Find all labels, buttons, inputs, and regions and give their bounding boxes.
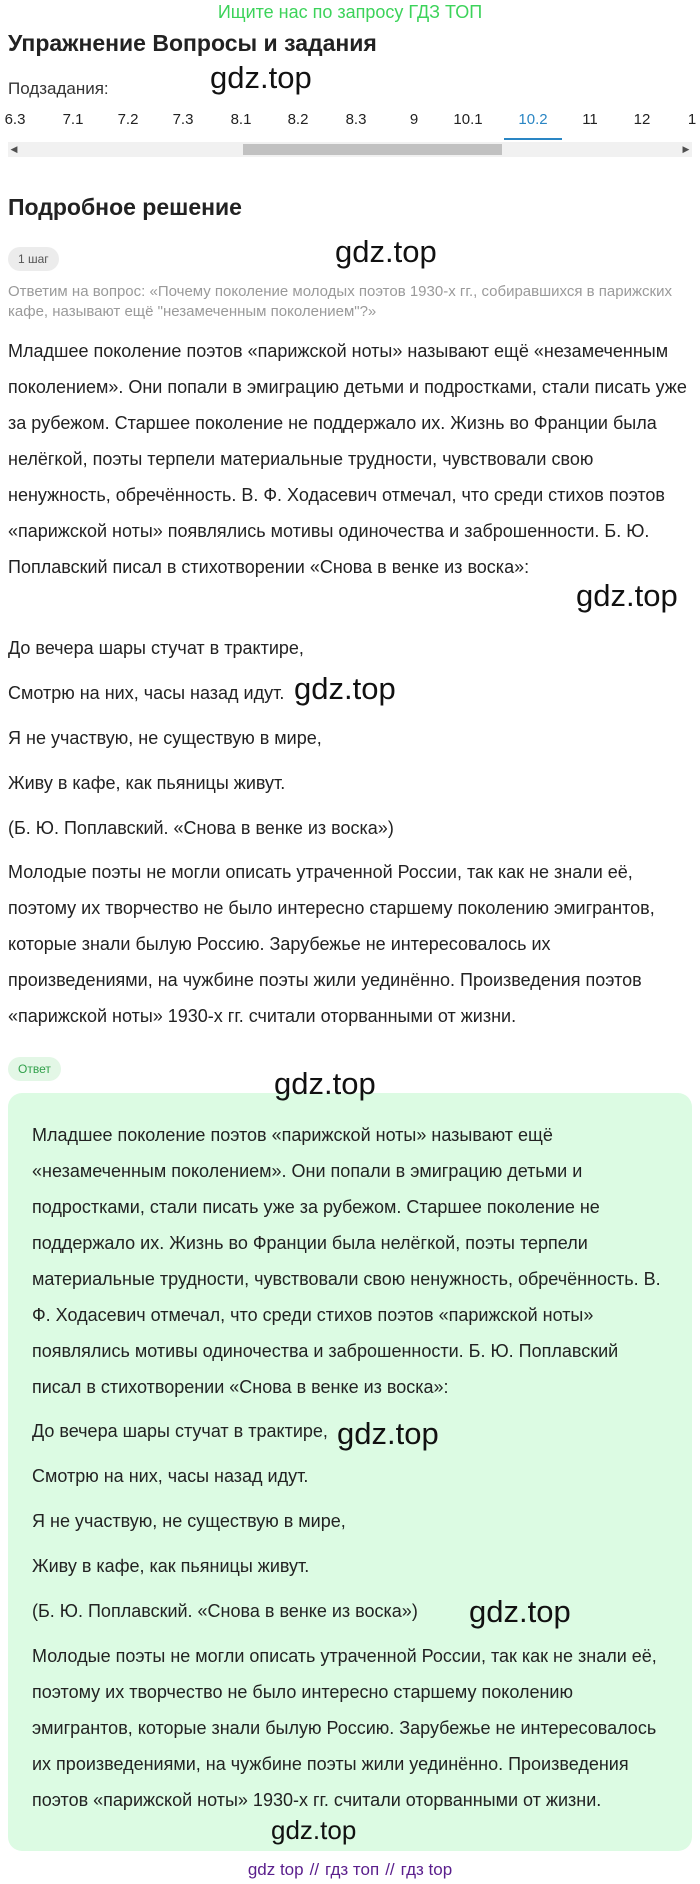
page-title: Упражнение Вопросы и задания: [8, 30, 377, 56]
poem-line: Живу в кафе, как пьяницы живут.: [32, 1556, 310, 1576]
tab-8-1[interactable]: 8.1: [230, 111, 252, 128]
poem-line: Смотрю на них, часы назад идут.: [32, 1466, 309, 1486]
footer-link-gdz-top-mixed[interactable]: гдз top: [400, 1860, 453, 1879]
tab-7-3[interactable]: 7.3: [172, 111, 194, 128]
scroll-thumb[interactable]: [243, 144, 502, 155]
watermark: gdz.top: [576, 578, 678, 613]
poem-line: До вечера шары стучат в трактире,: [32, 1421, 328, 1441]
tab-13[interactable]: 1: [687, 111, 697, 128]
tab-12[interactable]: 12: [633, 111, 651, 128]
answer-paragraph: Младшее поколение поэтов «парижской ноты» называют ещё «незамеченным поколением». Они попали в эмиграцию детьми и подростками, стали писать уже за рубежом. Старшее поколение не поддержало их. Жизнь во Франции была нелёгкой, поэты терпели материальные трудности, чувствовали свою ненужность, обречённость. В. Ф. Ходасевич отмечал, что среди стихов поэтов «парижской ноты» появлялись мотивы одиночества и заброшенности. Б. Ю. Поплавский писал в стихотворении «Снова в венке из воска»:: [32, 1125, 661, 1397]
tab-7-1[interactable]: 7.1: [62, 111, 84, 128]
answer-paragraph: Молодые поэты не могли описать утраченной России, так как не знали её, поэтому их творчество не было интересно старшему поколению эмигрантов, которые знали былую Россию. Зарубежье не интересовалось их произведениями, на чужбине поэты жили уединённо. Произведения поэтов «парижской ноты» 1930-х гг. считали оторванными от жизни.: [32, 1646, 657, 1810]
footer-link-gdz-top[interactable]: gdz top: [247, 1860, 304, 1879]
tabs-scrollbar[interactable]: [8, 142, 692, 157]
step-badge: 1 шаг: [8, 247, 59, 271]
question-text: Ответим на вопрос: «Почему поколение молодых поэтов 1930-х гг., собиравшихся в парижских кафе, называют ещё "незамеченным поколением"?»: [8, 283, 672, 320]
solution-paragraph: Младшее поколение поэтов «парижской ноты» называют ещё «незамеченным поколением». Они попали в эмиграцию детьми и подростками, стали писать уже за рубежом. Старшее поколение не поддержало их. Жизнь во Франции была нелёгкой, поэты терпели материальные трудности, чувствовали свою ненужность, обречённость. В. Ф. Ходасевич отмечал, что среди стихов поэтов «парижской ноты» появлялись мотивы одиночества и заброшенности. Б. Ю. Поплавский писал в стихотворении «Снова в венке из воска»:: [8, 341, 687, 577]
poem-line: Живу в кафе, как пьяницы живут.: [8, 773, 286, 793]
tab-10-1[interactable]: 10.1: [453, 111, 483, 128]
watermark: gdz.top: [335, 234, 437, 269]
footer-link-gdz-top-ru[interactable]: гдз топ: [325, 1860, 380, 1879]
poem-line: Смотрю на них, часы назад идут.: [8, 683, 285, 703]
poem-line: Я не участвую, не существую в мире,: [32, 1511, 346, 1531]
tab-6-3[interactable]: 6.3: [4, 111, 26, 128]
scroll-right-icon[interactable]: ▶: [682, 144, 690, 154]
watermark: gdz.top: [294, 671, 396, 706]
watermark: gdz.top: [274, 1066, 376, 1101]
solution-paragraph: Молодые поэты не могли описать утраченной России, так как не знали её, поэтому их творчество не было интересно старшему поколению эмигрантов, которые знали былую Россию. Зарубежье не интересовалось их произведениями, на чужбине поэты жили уединённо. Произведения поэтов «парижской ноты» 1930-х гг. считали оторванными от жизни.: [8, 862, 655, 1026]
tab-8-2[interactable]: 8.2: [287, 111, 309, 128]
watermark: gdz.top: [337, 1416, 439, 1451]
tab-9[interactable]: 9: [409, 111, 419, 128]
tab-10-2[interactable]: 10.2: [504, 106, 562, 140]
footer-links: [0, 1859, 700, 1881]
subtask-tabs: [0, 106, 700, 140]
solution-title: Подробное решение: [8, 194, 242, 220]
tab-8-3[interactable]: 8.3: [345, 111, 367, 128]
poem-citation: (Б. Ю. Поплавский. «Снова в венке из воска»): [32, 1601, 418, 1621]
watermark: gdz.top: [210, 60, 312, 95]
watermark: gdz.top: [271, 1815, 357, 1845]
scroll-left-icon[interactable]: ◀: [10, 144, 18, 154]
tab-11[interactable]: 11: [582, 111, 598, 128]
poem-line: До вечера шары стучат в трактире,: [8, 638, 304, 658]
search-banner: Ищите нас по запросу ГДЗ ТОП: [217, 2, 483, 22]
footer-separator: //: [309, 1860, 320, 1879]
watermark: gdz.top: [469, 1594, 571, 1629]
tab-7-2[interactable]: 7.2: [117, 111, 139, 128]
subtasks-label: Подзадания:: [8, 79, 109, 98]
footer-separator: //: [385, 1860, 395, 1879]
answer-badge: Ответ: [8, 1057, 61, 1081]
poem-citation: (Б. Ю. Поплавский. «Снова в венке из воска»): [8, 818, 394, 838]
poem-line: Я не участвую, не существую в мире,: [8, 728, 322, 748]
